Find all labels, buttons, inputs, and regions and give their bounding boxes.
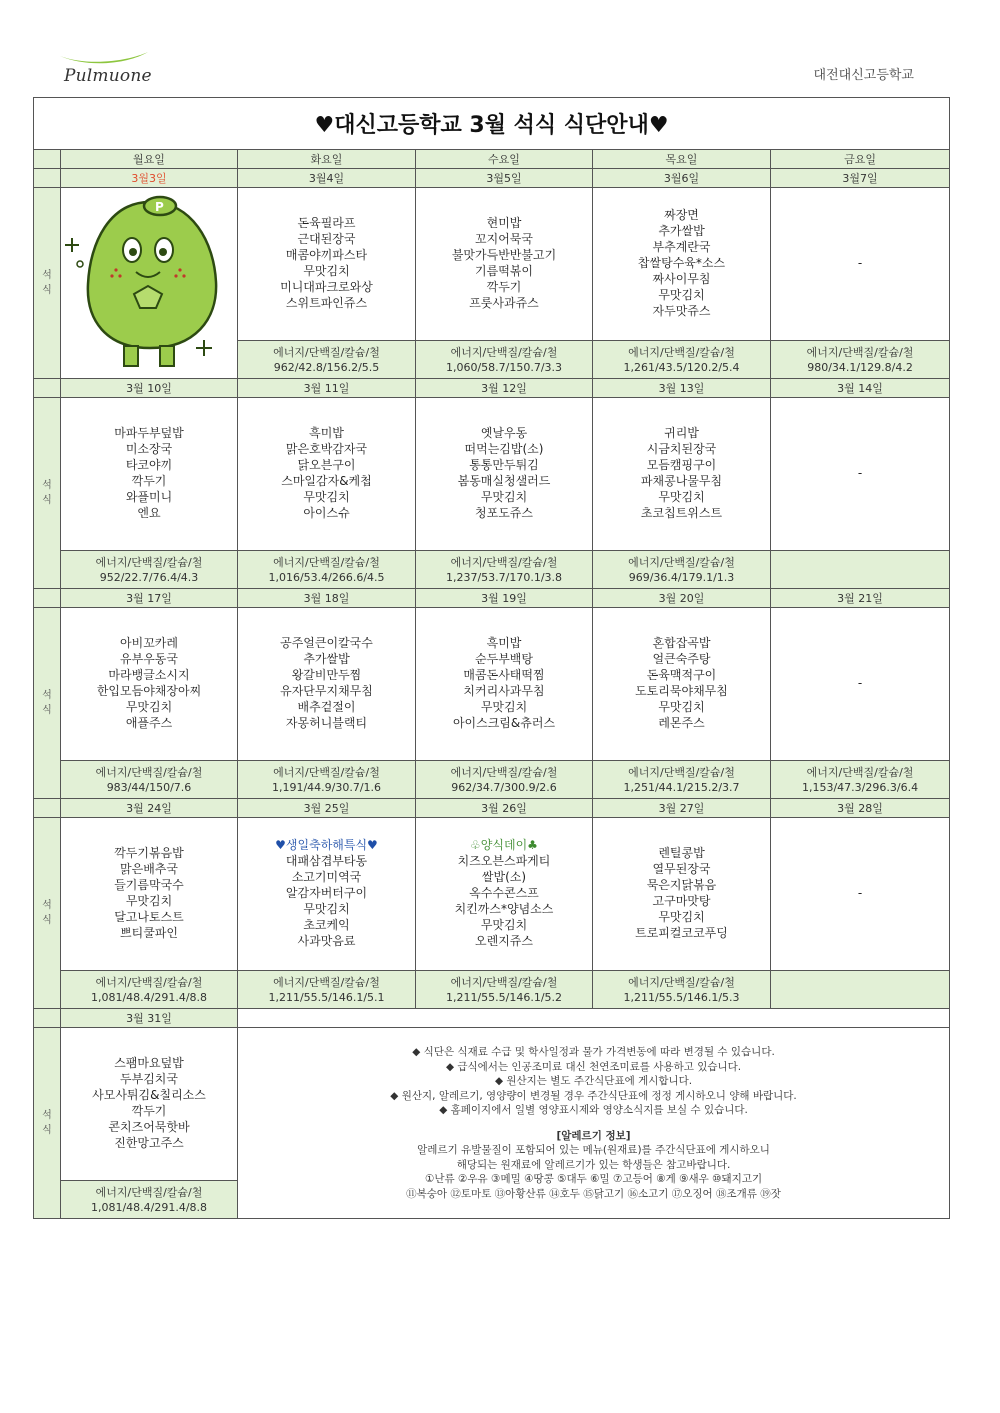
menu-cell: [593, 608, 771, 761]
nutrition-cell: [238, 971, 416, 1009]
menu-item: 꼬지어묵국: [475, 232, 533, 246]
menu-item: 무맛김치: [303, 264, 350, 278]
nutrition-values: 1,211/55.5/146.1/5.3: [623, 990, 740, 1004]
nutrition-values: 1,261/43.5/120.2/5.4: [623, 360, 740, 374]
menu-item: 한입모듬야채장아찌: [96, 684, 202, 698]
menu-item: 스위트파인쥬스: [285, 296, 368, 310]
meal-label: [34, 818, 61, 1009]
nutrition-label: 에너지/단백질/칼슘/철: [450, 975, 558, 989]
meal-label-text: 석식: [42, 1110, 52, 1136]
weekday-header-row: [34, 150, 950, 169]
menu-item: 도토리묵야채무침: [635, 684, 728, 698]
menu-item: 옛날우동: [480, 426, 528, 440]
nutrition-row: [34, 971, 950, 1009]
nutrition-values: 983/44/150/7.6: [106, 780, 192, 794]
menu-item: 아이스슈: [303, 506, 350, 520]
nutrition-values: 1,153/47.3/296.3/6.4: [801, 780, 919, 794]
notice-box: [238, 1028, 950, 1219]
menu-item: 매콤돈사태떡찜: [463, 668, 545, 682]
menu-item: 돈육맥적구이: [646, 668, 717, 682]
menu-item: 렌틸콩밥: [658, 846, 705, 860]
menu-item: 부추계란국: [652, 240, 711, 254]
nutrition-label: 에너지/단백질/칼슘/철: [95, 1185, 203, 1199]
menu-item: 근대된장국: [297, 232, 356, 246]
menu-item: 와플미니: [125, 490, 173, 504]
nutrition-values: 1,081/48.4/291.4/8.8: [90, 990, 208, 1004]
nutrition-label: 에너지/단백질/칼슘/철: [273, 975, 380, 989]
menu-item: 아비꼬카레: [120, 636, 178, 650]
menu-item: 얼큰숙주탕: [652, 652, 711, 666]
food-row: [34, 188, 950, 341]
pulmuone-logo: [56, 50, 156, 90]
nutrition-values: 1,237/53.7/170.1/3.8: [445, 570, 563, 584]
nutrition-cell: [771, 761, 950, 799]
menu-item: 무맛김치: [480, 490, 528, 504]
nutrition-cell: [416, 341, 593, 379]
menu-item: 자몽허니블랙티: [285, 716, 368, 730]
menu-cell: [771, 608, 950, 761]
nutrition-cell: [238, 341, 416, 379]
nutrition-values: 1,081/48.4/291.4/8.8: [90, 1200, 208, 1214]
date-cell: 3월 26일: [416, 799, 593, 818]
allergy-line: ⑪복숭아 ⑫토마토 ⑬아황산류 ⑭호두 ⑮닭고기 ⑯소고기 ⑰오징어 ⑱조개류 ⑲잣: [406, 1187, 781, 1200]
weekday-wed: 수요일: [416, 150, 593, 169]
weekday-tue: 화요일: [238, 150, 416, 169]
menu-item: 무맛김치: [125, 894, 173, 908]
menu-item: 귀리밥: [664, 426, 699, 440]
date-cell: 3월 20일: [593, 589, 771, 608]
menu-item: 프룻사과쥬스: [469, 296, 539, 310]
date-row: [34, 379, 950, 398]
date-row: [34, 799, 950, 818]
menu-table: [33, 97, 950, 1219]
menu-cell: [593, 398, 771, 551]
menu-item: 사모사튀김&칠리소스: [92, 1088, 206, 1102]
menu-item: 쁘티쿨파인: [120, 926, 178, 940]
menu-item: 닭오븐구이: [297, 458, 356, 472]
nutrition-cell: [416, 761, 593, 799]
nutrition-cell: [593, 761, 771, 799]
nutrition-values: 1,016/53.4/266.6/4.5: [268, 570, 385, 584]
nutrition-label: 에너지/단백질/칼슘/철: [273, 345, 380, 359]
nutrition-values: 1,211/55.5/146.1/5.2: [445, 990, 563, 1004]
nutrition-values: 1,191/44.9/30.7/1.6: [271, 780, 382, 794]
menu-cell: [593, 818, 771, 971]
menu-item: 불맛가득반반불고기: [451, 248, 557, 262]
menu-item: 콘치즈어묵핫바: [108, 1120, 190, 1134]
nutrition-cell: [593, 551, 771, 589]
date-row: [34, 589, 950, 608]
menu-item: 흑미밥: [309, 426, 344, 440]
menu-cell: [61, 608, 238, 761]
date-cell: 3월 18일: [238, 589, 416, 608]
nutrition-label: 에너지/단백질/칼슘/철: [628, 345, 735, 359]
mascot-illustration: [64, 190, 234, 370]
menu-cell: [61, 818, 238, 971]
menu-item: 짜사이무침: [652, 272, 711, 286]
menu-item: 사과맛음료: [297, 934, 356, 948]
menu-cell: [416, 188, 593, 341]
date-cell: 3월 31일: [61, 1009, 238, 1028]
meal-label-text: 석식: [42, 480, 52, 506]
meal-label-text: 석식: [42, 900, 52, 926]
date-cell: 3월 12일: [416, 379, 593, 398]
school-name: 대전대신고등학교: [813, 68, 914, 83]
nutrition-row: [34, 761, 950, 799]
menu-item: 추가쌀밥: [658, 224, 705, 238]
menu-item: 미소장국: [125, 442, 173, 456]
menu-item: 깍두기: [486, 280, 522, 294]
menu-item: 깍두기: [131, 474, 167, 488]
menu-item: 애플주스: [125, 716, 173, 730]
allergy-line: ①난류 ②우유 ③메밀 ④땅콩 ⑤대두 ⑥밀 ⑦고등어 ⑧게 ⑨새우 ⑩돼지고기: [424, 1173, 763, 1185]
menu-item: 고구마맛탕: [652, 894, 711, 908]
menu-item: 스마일감자&케첩: [281, 474, 372, 488]
menu-item: 모듬캠핑구이: [646, 458, 717, 472]
date-cell: 3월 14일: [771, 379, 950, 398]
menu-item: 봄동매실청샐러드: [457, 474, 551, 488]
nutrition-label: 에너지/단백질/칼슘/철: [628, 765, 735, 779]
date-filler: [238, 1009, 950, 1028]
menu-item: -: [857, 886, 863, 900]
nutrition-label: 에너지/단백질/칼슘/철: [95, 765, 203, 779]
meal-label: [34, 608, 61, 799]
meal-label: [34, 1028, 61, 1219]
weekday-thu: 목요일: [593, 150, 771, 169]
notice-line: ◆ 식단은 식재료 수급 및 학사일정과 물가 가격변동에 따라 변경될 수 있습니다.: [412, 1046, 775, 1058]
menu-item: 유자단무지채무침: [280, 684, 373, 698]
date-cell: 3월 21일: [771, 589, 950, 608]
nutrition-label: 에너지/단백질/칼슘/철: [273, 555, 380, 569]
meal-label-text: 석식: [42, 690, 52, 716]
menu-item: 무맛김치: [658, 490, 705, 504]
menu-item: 오렌지쥬스: [475, 934, 533, 948]
nutrition-label: 에너지/단백질/칼슘/철: [95, 555, 203, 569]
menu-item: 진한망고주스: [114, 1136, 184, 1150]
special-event-label: ♥생일축하해특식♥: [275, 838, 378, 852]
nutrition-cell: [61, 971, 238, 1009]
nutrition-values: 969/36.4/179.1/1.3: [628, 570, 735, 584]
menu-item: 두부김치국: [120, 1072, 178, 1086]
nutrition-row: [34, 551, 950, 589]
nutrition-label: 에너지/단백질/칼슘/철: [628, 555, 735, 569]
menu-cell: [238, 188, 416, 341]
date-row: [34, 169, 950, 188]
menu-item: 무맛김치: [125, 700, 173, 714]
menu-item: 트로피컬코코푸딩: [635, 926, 728, 940]
menu-item: 짜장면: [664, 208, 699, 222]
date-cell: 3월 17일: [61, 589, 238, 608]
notice-line: ◆ 원산지, 알레르기, 영양량이 변경될 경우 주간식단표에 정정 게시하오니 양해 바랍니다.: [390, 1089, 797, 1102]
nutrition-values: 1,060/58.7/150.7/3.3: [445, 360, 563, 374]
menu-item: 무맛김치: [658, 288, 705, 302]
food-row: [34, 1028, 950, 1181]
menu-item: 혼합잡곡밥: [652, 636, 711, 650]
menu-item: 순두부백탕: [475, 652, 533, 666]
menu-item: 파채콩나물무침: [640, 474, 723, 488]
date-cell: 3월6일: [593, 169, 771, 188]
nutrition-label: 에너지/단백질/칼슘/철: [450, 765, 558, 779]
menu-item: 무맛김치: [658, 700, 705, 714]
date-cell: 3월 10일: [61, 379, 238, 398]
nutrition-label: 에너지/단백질/칼슘/철: [273, 765, 380, 779]
menu-item: 마라뱅글소시지: [108, 668, 190, 682]
meal-label-text: 석식: [42, 270, 52, 296]
menu-item: 달고나토스트: [114, 910, 184, 924]
date-cell: 3월 19일: [416, 589, 593, 608]
menu-cell: [416, 398, 593, 551]
food-row: [34, 608, 950, 761]
menu-item: 레몬주스: [658, 716, 705, 730]
menu-item: 찹쌀탕수육*소스: [637, 256, 726, 270]
menu-item: 미니대파크로와상: [280, 280, 373, 294]
meal-label: [34, 398, 61, 589]
menu-item: 자두맛쥬스: [652, 304, 711, 318]
nutrition-label: 에너지/단백질/칼슘/철: [806, 765, 914, 779]
menu-item: 초코칩트위스트: [640, 506, 723, 520]
menu-item: -: [857, 466, 863, 480]
menu-item: 치커리사과무침: [463, 684, 545, 698]
menu-item: -: [857, 256, 863, 270]
nutrition-cell: [238, 551, 416, 589]
nutrition-cell: [593, 341, 771, 379]
weekday-fri: 금요일: [771, 150, 950, 169]
menu-item: 마파두부덮밥: [114, 426, 184, 440]
menu-item: 아이스크림&츄러스: [452, 716, 556, 730]
date-cell: 3월 13일: [593, 379, 771, 398]
food-row: [34, 398, 950, 551]
date-cell: 3월 27일: [593, 799, 771, 818]
menu-item: 치즈오븐스파게티: [457, 854, 551, 868]
menu-item: 맑은호박감자국: [285, 442, 368, 456]
mascot-cell: [61, 188, 238, 379]
menu-cell: [238, 398, 416, 551]
special-event-label: ♧양식데이♣: [470, 838, 538, 852]
nutrition-label: 에너지/단백질/칼슘/철: [628, 975, 735, 989]
menu-item: 매콤야끼파스타: [285, 248, 368, 262]
menu-cell: [416, 818, 593, 971]
notice-line: ◆ 홈페이지에서 일별 영양표시제와 영양소식지를 보실 수 있습니다.: [439, 1104, 748, 1116]
nutrition-values: 1,251/44.1/215.2/3.7: [623, 780, 740, 794]
nutrition-cell: [61, 1181, 238, 1219]
menu-item: 치킨까스*양념소스: [454, 902, 554, 916]
menu-item: 추가쌀밥: [303, 652, 350, 666]
menu-item: 흑미밥: [486, 636, 522, 650]
menu-item: 쌀밥(소): [481, 870, 527, 884]
menu-item: 돈육필라프: [297, 216, 356, 230]
nutrition-values: 952/22.7/76.4/4.3: [99, 570, 199, 584]
nutrition-cell: [416, 551, 593, 589]
nutrition-values: 962/34.7/300.9/2.6: [451, 780, 557, 794]
menu-item: 떠먹는김밥(소): [464, 442, 544, 456]
menu-item: 열무된장국: [652, 862, 711, 876]
menu-item: 깍두기: [131, 1104, 167, 1118]
svg-text:P: P: [155, 199, 164, 214]
nutrition-values: 980/34.1/129.8/4.2: [807, 360, 913, 374]
allergy-line: 알레르기 유발물질이 포함되어 있는 메뉴(원재료)를 주간식단표에 게시하오니: [417, 1144, 770, 1156]
menu-item: 알감자버터구이: [285, 886, 368, 900]
date-cell: 3월5일: [416, 169, 593, 188]
meal-label: [34, 188, 61, 379]
nutrition-cell: [238, 761, 416, 799]
menu-item: 공주얼큰이칼국수: [280, 636, 373, 650]
nutrition-values: 962/42.8/156.2/5.5: [273, 360, 380, 374]
menu-cell: [593, 188, 771, 341]
nutrition-label: 에너지/단백질/칼슘/철: [95, 975, 203, 989]
weekday-mon: 월요일: [61, 150, 238, 169]
date-cell: 3월3일: [61, 169, 238, 188]
menu-item: 옥수수콘스프: [469, 886, 539, 900]
nutrition-cell: [771, 971, 950, 1009]
menu-item: 초코케익: [303, 918, 350, 932]
menu-item: 타코야끼: [125, 458, 173, 472]
page-title: ♥대신고등학교 3월 석식 식단안내♥: [34, 98, 950, 150]
menu-item: 배추겉절이: [297, 700, 356, 714]
date-cell: 3월 28일: [771, 799, 950, 818]
logo-text: Pulmuone: [64, 66, 152, 86]
nutrition-label: 에너지/단백질/칼슘/철: [450, 345, 558, 359]
menu-item: -: [857, 676, 863, 690]
menu-item: 왕갈비만두찜: [291, 668, 362, 682]
date-cell: 3월7일: [771, 169, 950, 188]
nutrition-values: 1,211/55.5/146.1/5.1: [268, 990, 385, 1004]
menu-cell: [61, 398, 238, 551]
menu-cell: [61, 1028, 238, 1181]
menu-item: 들기름막국수: [114, 878, 184, 892]
menu-item: 대패삼겹부타동: [285, 854, 368, 868]
menu-item: 스팸마요덮밥: [114, 1056, 184, 1070]
date-cell: 3월 11일: [238, 379, 416, 398]
menu-item: 청포도쥬스: [475, 506, 533, 520]
menu-cell: [238, 608, 416, 761]
menu-item: 소고기미역국: [291, 870, 362, 884]
menu-item: 무맛김치: [480, 918, 528, 932]
menu-item: 무맛김치: [303, 490, 350, 504]
nutrition-cell: [61, 551, 238, 589]
menu-cell: [238, 818, 416, 971]
notice-line: ◆ 원산지는 별도 주간식단표에 게시합니다.: [494, 1075, 693, 1087]
nutrition-cell: [771, 551, 950, 589]
nutrition-cell: [593, 971, 771, 1009]
menu-item: 깍두기볶음밥: [114, 846, 184, 860]
date-cell: 3월 25일: [238, 799, 416, 818]
menu-item: 유부우동국: [120, 652, 178, 666]
menu-item: 맑은배추국: [120, 862, 178, 876]
nutrition-label: 에너지/단백질/칼슘/철: [450, 555, 558, 569]
menu-item: 무맛김치: [303, 902, 350, 916]
date-row: [34, 1009, 950, 1028]
allergy-line: 해당되는 원재료에 알레르기가 있는 학생들은 참고바랍니다.: [456, 1158, 731, 1171]
nutrition-cell: [416, 971, 593, 1009]
allergy-title: [알레르기 정보]: [556, 1129, 631, 1142]
nutrition-cell: [771, 341, 950, 379]
menu-item: 통통만두튀김: [469, 458, 539, 472]
menu-item: 현미밥: [486, 216, 522, 230]
menu-item: 시금치된장국: [646, 442, 717, 456]
menu-cell: [416, 608, 593, 761]
date-cell: 3월4일: [238, 169, 416, 188]
menu-cell: [771, 398, 950, 551]
date-cell: 3월 24일: [61, 799, 238, 818]
menu-item: 무맛김치: [658, 910, 705, 924]
menu-item: 무맛김치: [480, 700, 528, 714]
menu-item: 기름떡볶이: [475, 264, 533, 278]
nutrition-cell: [61, 761, 238, 799]
menu-cell: [771, 188, 950, 341]
nutrition-label: 에너지/단백질/칼슘/철: [806, 345, 914, 359]
food-row: [34, 818, 950, 971]
menu-cell: [771, 818, 950, 971]
notice-line: ◆ 급식에서는 인공조미료 대신 천연조미료를 사용하고 있습니다.: [445, 1060, 742, 1073]
menu-item: 묵은지닭볶음: [646, 878, 717, 892]
menu-item: 엔요: [137, 506, 161, 520]
